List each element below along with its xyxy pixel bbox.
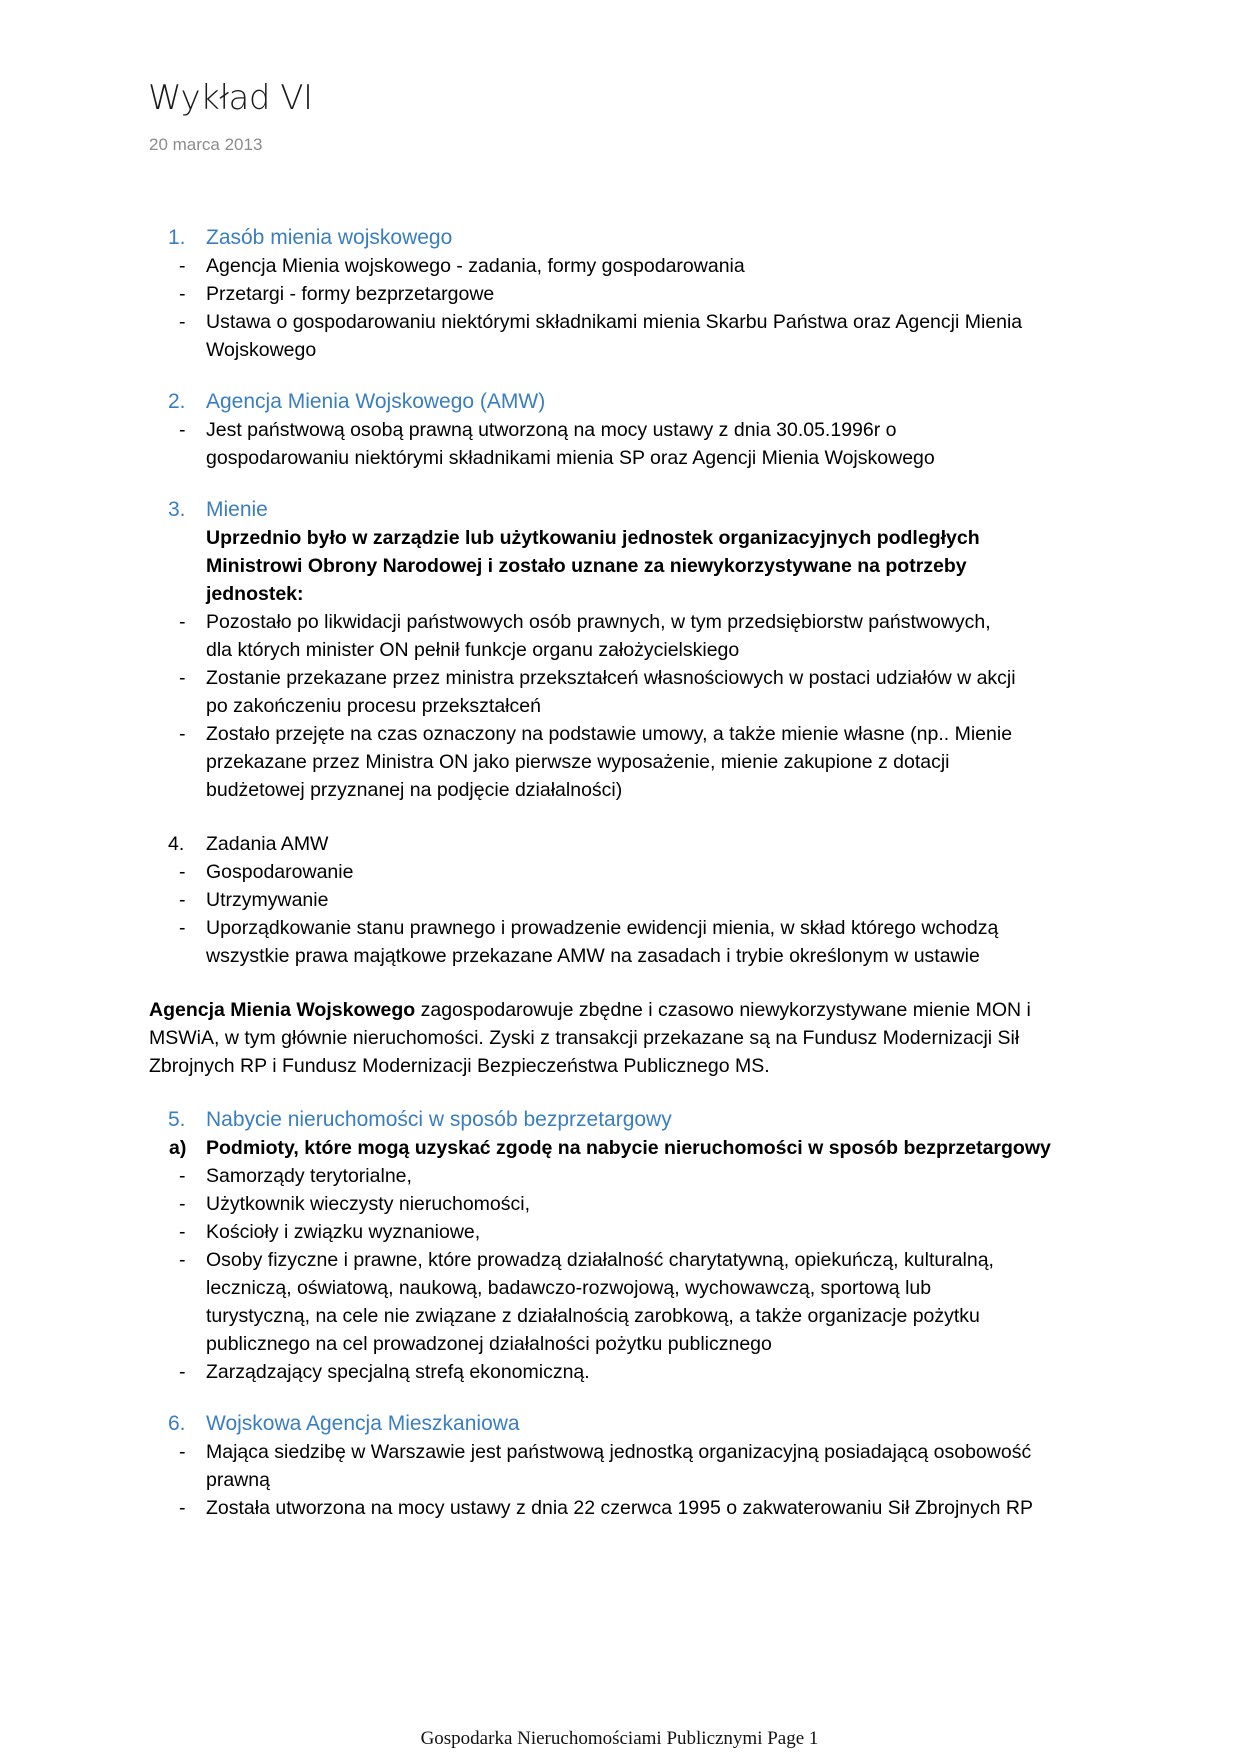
list-item-continuation: wszystkie prawa majątkowe przekazane AMW na zasadach i trybie określonym w ustawie bbox=[206, 945, 980, 967]
paragraph-bold-lead: Agencja Mienia Wojskowego bbox=[149, 999, 416, 1021]
list-item-continuation: Wojskowego bbox=[206, 339, 317, 361]
bullet-dash: - bbox=[179, 667, 186, 689]
page-footer: Gospodarka Nieruchomościami Publicznymi Page 1 bbox=[420, 1728, 819, 1749]
section-title: Wojskowa Agencja Mieszkaniowa bbox=[206, 1412, 520, 1435]
list-item-continuation: leczniczą, oświatową, naukową, badawczo-rozwojową, wychowawczą, sportową lub bbox=[206, 1277, 932, 1299]
list-item-continuation: budżetowej przyznanej na podjęcie działalności) bbox=[206, 779, 623, 801]
section-number: 3. bbox=[168, 498, 186, 521]
section-number: 1. bbox=[168, 226, 186, 249]
list-item-continuation: po zakończeniu procesu przekształceń bbox=[206, 695, 541, 717]
bullet-dash: - bbox=[179, 1221, 186, 1243]
section-intro: Ministrowi Obrony Narodowej i zostało uznane za niewykorzystywane na potrzeby bbox=[206, 555, 967, 577]
section-heading bbox=[0, 830, 1239, 858]
bullet-dash: - bbox=[179, 723, 186, 745]
list-item-continuation: prawną bbox=[206, 1469, 270, 1491]
section-4 bbox=[0, 830, 1239, 970]
list-item: - Pozostało po likwidacji państwowych osób prawnych, w tym przedsiębiorstw państwowych, bbox=[0, 608, 1239, 636]
list-item: - Agencja Mienia wojskowego - zadania, formy gospodarowania bbox=[0, 252, 1239, 280]
section-3 bbox=[0, 496, 1239, 804]
section-title: Zadania AMW bbox=[206, 833, 329, 855]
section-2 bbox=[0, 388, 1239, 472]
section-title: Mienie bbox=[206, 498, 268, 521]
section-number: 5. bbox=[168, 1108, 186, 1131]
bullet-dash: - bbox=[179, 1193, 186, 1215]
bullet-dash: - bbox=[179, 283, 186, 305]
list-item: - Została utworzona na mocy ustawy z dnia 22 czerwca 1995 o zakwaterowaniu Sił Zbrojnych RP bbox=[0, 1494, 1239, 1522]
section-number: 2. bbox=[168, 390, 186, 413]
list-item: - Ustawa o gospodarowaniu niektórymi składnikami mienia Skarbu Państwa oraz Agencji Mienia bbox=[0, 308, 1239, 336]
list-item: - Zarządzający specjalną strefą ekonomiczną. bbox=[0, 1358, 1239, 1386]
bullet-dash: - bbox=[179, 419, 186, 441]
list-item: - Gospodarowanie bbox=[0, 858, 1239, 886]
section-1 bbox=[0, 224, 1239, 364]
bullet-dash: - bbox=[179, 1249, 186, 1271]
list-item: - Przetargi - formy bezprzetargowe bbox=[0, 280, 1239, 308]
section-heading bbox=[0, 224, 1239, 252]
section-title: Zasób mienia wojskowego bbox=[206, 226, 453, 249]
section-5 bbox=[0, 1106, 1239, 1386]
list-item-continuation: publicznego na cel prowadzonej działalności pożytku publicznego bbox=[206, 1333, 772, 1355]
list-item: - Zostanie przekazane przez ministra przekształceń własnościowych w postaci udziałów w akcji bbox=[0, 664, 1239, 692]
list-item: - Kościoły i związku wyznaniowe, bbox=[0, 1218, 1239, 1246]
subsection-heading: a) Podmioty, które mogą uzyskać zgodę na nabycie nieruchomości w sposób bezprzetargowy bbox=[0, 1134, 1239, 1162]
section-number: 4. bbox=[168, 833, 185, 855]
list-item: - Mająca siedzibę w Warszawie jest państwową jednostką organizacyjną posiadającą osobowość bbox=[0, 1438, 1239, 1466]
list-item: - Osoby fizyczne i prawne, które prowadzą działalność charytatywną, opiekuńczą, kulturalną, bbox=[0, 1246, 1239, 1274]
bullet-dash: - bbox=[179, 1165, 186, 1187]
bullet-dash: - bbox=[179, 1441, 186, 1463]
section-heading bbox=[0, 1410, 1239, 1438]
subsection-label: a) bbox=[169, 1137, 187, 1159]
document-body bbox=[0, 224, 1239, 1522]
bullet-dash: - bbox=[179, 255, 186, 277]
section-intro: jednostek: bbox=[206, 583, 304, 605]
list-item: - Utrzymywanie bbox=[0, 886, 1239, 914]
bullet-dash: - bbox=[179, 311, 186, 333]
list-item-continuation: dla których minister ON pełnił funkcje organu założycielskiego bbox=[206, 639, 740, 661]
page-date: 20 marca 2013 bbox=[149, 135, 263, 154]
list-item: - Użytkownik wieczysty nieruchomości, bbox=[0, 1190, 1239, 1218]
list-item-continuation: przekazane przez Ministra ON jako pierwsze wyposażenie, mienie zakupione z dotacji bbox=[206, 751, 950, 773]
section-heading bbox=[0, 388, 1239, 416]
section-title: Nabycie nieruchomości w sposób bezprzetargowy bbox=[206, 1108, 672, 1131]
bullet-dash: - bbox=[179, 611, 186, 633]
section-heading bbox=[0, 496, 1239, 524]
page-title: Wykład VI bbox=[148, 78, 313, 118]
summary-paragraph: Agencja Mienia Wojskowego zagospodarowuje zbędne i czasowo niewykorzystywane mienie MON i MSWiA, w tym głównie nieruchomości. Zyski z transakcji przekazane są na Fundusz Modernizacji Sił Zbrojnych RP i Fundusz Modernizacji Bezpieczeństwa Publicznego MS. bbox=[149, 999, 1031, 1077]
section-intro: Uprzednio było w zarządzie lub użytkowaniu jednostek organizacyjnych podległych bbox=[206, 527, 980, 549]
section-heading bbox=[0, 1106, 1239, 1134]
section-6 bbox=[0, 1410, 1239, 1522]
list-item-continuation: turystyczną, na cele nie związane z działalnością zarobkową, a także organizacje pożytku bbox=[206, 1305, 980, 1327]
list-item: - Samorządy terytorialne, bbox=[0, 1162, 1239, 1190]
bullet-dash: - bbox=[179, 1361, 186, 1383]
bullet-dash: - bbox=[179, 889, 186, 911]
section-title: Agencja Mienia Wojskowego (AMW) bbox=[206, 390, 546, 413]
bullet-dash: - bbox=[179, 861, 186, 883]
bullet-dash: - bbox=[179, 1497, 186, 1519]
list-item: - Jest państwową osobą prawną utworzoną na mocy ustawy z dnia 30.05.1996r o bbox=[0, 416, 1239, 444]
bullet-dash: - bbox=[179, 917, 186, 939]
section-number: 6. bbox=[168, 1412, 186, 1435]
list-item-continuation: gospodarowaniu niektórymi składnikami mienia SP oraz Agencji Mienia Wojskowego bbox=[206, 447, 935, 469]
list-item: - Zostało przejęte na czas oznaczony na podstawie umowy, a także mienie własne (np.. Mienie bbox=[0, 720, 1239, 748]
list-item: - Uporządkowanie stanu prawnego i prowadzenie ewidencji mienia, w skład którego wchodzą bbox=[0, 914, 1239, 942]
